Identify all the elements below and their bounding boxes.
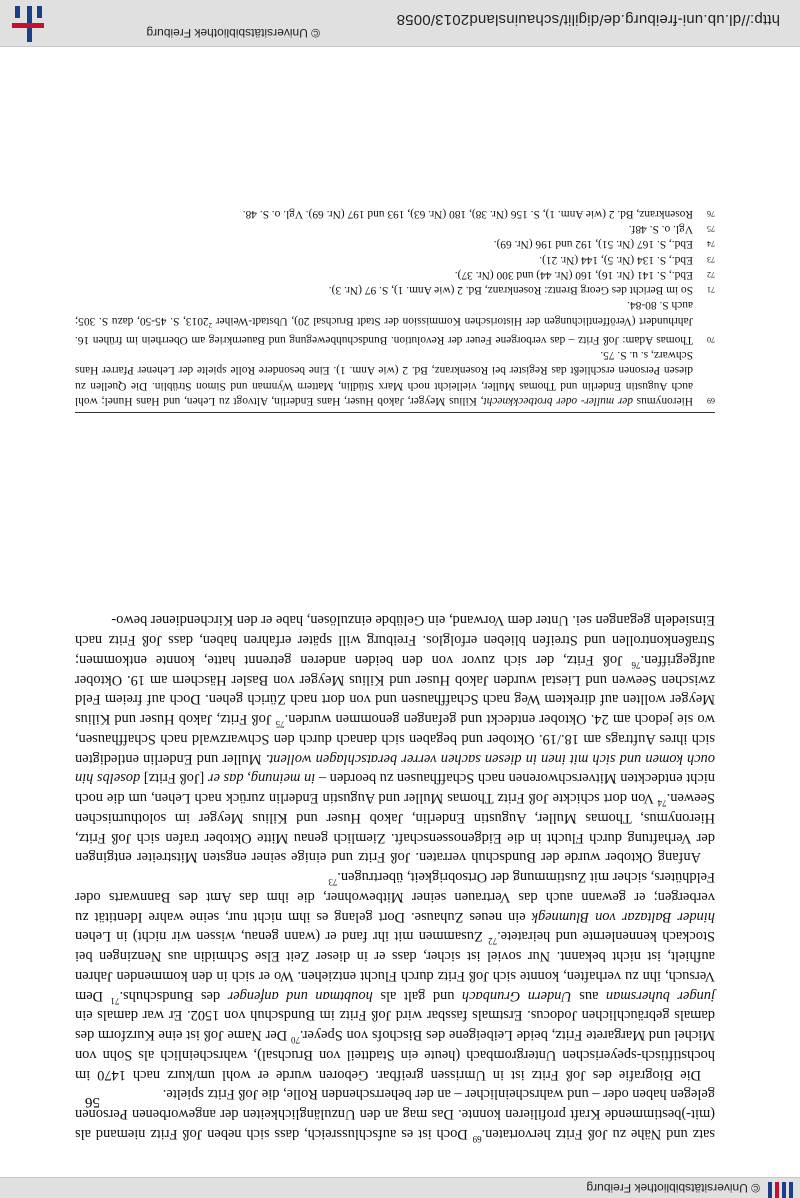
source-url[interactable]: http://dl.ub.uni-freiburg.de/digilit/schauinsland2013/0058 bbox=[396, 11, 780, 28]
footnote-number: 72 bbox=[707, 269, 715, 279]
footnotes bbox=[75, 205, 715, 413]
paragraph: Die Biografie des Joß Fritz ist in Umrissen greifbar. Geboren wurde er wohl um/kurz nach 1470 im hochstiftisch-speyerischen Untergrombach (heute ein Stadtteil von Bruchsal), wahrscheinlich als Sohn von Michel und Margarete Fritz, beide Leibeigene des Bischofs von Speyer.$^{70}$ Der Name Joß ist eine Kurzform des damals gebräuchlichen Jodocus. Erstmals fassbar wird Joß Fritz im Bundschuh von 1502. Er war damals ein junger buhersman aus Undern Grunbach und galt als houbtman und anfenger des Bundschuhs.$^{71}$ Dem Versuch, ihn zu verhaften, konnte sich Joß Fritz durch Flucht entziehen. Wo er sich in den kommenden Jahren aufhielt, ist nicht bekannt. Nur soviel ist sicher, dass er in dieser Zeit Else Schmidin aus Nenzingen bei Stockach kennenlernte und heiratete.$^{72}$ Zusammen mit ihr fand er (wann genau, wissen wir nicht) in Lehen hinder Baltazar von Blumnegk ein neues Zuhause. Dort gelang es ihm nicht nur, seine wahre Identität zu verbergen; er gewann auch das Vertrauen seiner Mitbewohner, die ihm das Amt des Bannwarts oder Feldhüters, sicher mit Zustimmung der Ortsobrigkeit, übertrugen.$^{73}$ bbox=[75, 869, 715, 1083]
top-bar bbox=[0, 1177, 800, 1198]
page-number: 56 bbox=[85, 1094, 100, 1110]
footnote: 71 So im Bericht des Georg Brentz: Rosenkranz, Bd. 2 (wie Anm. 1), S. 97 (Nr. 3). bbox=[75, 282, 715, 297]
footnote: 72 Ebd., S. 141 (Nr. 16), 160 (Nr. 44) und 300 (Nr. 37). bbox=[75, 267, 715, 282]
footnote: 75 Vgl. o. S. 48f. bbox=[75, 221, 715, 236]
bottom-bar bbox=[0, 0, 800, 47]
footnote: 76 Rosenkranz, Bd. 2 (wie Anm. 1), S. 156 (Nr. 38), 180 (Nr. 63), 193 und 197 (Nr. 69). Vgl. o. S. 48. bbox=[75, 205, 715, 220]
ub-logo-icon bbox=[764, 1182, 798, 1198]
footnote-number: 75 bbox=[707, 223, 715, 233]
footnote-number: 70 bbox=[707, 334, 715, 344]
footnote-number: 71 bbox=[707, 285, 715, 295]
footnote: 73 Ebd., S. 134 (Nr. 5), 144 (Nr. 21). bbox=[75, 251, 715, 266]
footnote: 74 Ebd., S. 167 (Nr. 51), 192 und 196 (Nr. 69). bbox=[75, 236, 715, 251]
library-label: © Universitätsbibliothek Freiburg bbox=[586, 1181, 760, 1195]
body-text bbox=[75, 610, 715, 1143]
footnote: 70 Thomas Adam: Joß Fritz – das verborgene Feuer der Revolution. Bundschuhbewegung und Bauernkrieg am Oberrhein im frühen 16. Jahrhundert (Veröffentlichungen der Historischen Kommission der Stadt Bruchsal 20), Ubstadt-Weiher $^2$2013, S. 45-50, dazu S. 305; auch S. 80-84. bbox=[75, 299, 715, 346]
paragraph: satz und Nähe zu Joß Fritz hervortaten.$^{69}$ Doch ist es aufschlussreich, dass sich neben Joß Fritz niemand als (mit-)bestimmende Kraft profilieren konnte. Das mag an den Unzulänglichkeiten der angeworbenen Personen gelegen haben oder – und wahrscheinlicher – an der beherrschenden Rolle, die Joß Fritz spielte. bbox=[74, 1086, 715, 1144]
footnote-number: 74 bbox=[707, 239, 715, 249]
paragraph: Anfang Oktober wurde der Bundschuh verraten. Joß Fritz und einige seiner engsten Mitstreiter entgingen der Verhaftung durch Flucht in die Eidgenossenschaft. Ziemlich genau Mitte Oktober trafen sich Joß Fritz, Hieronymus, Thomas Muller, Augustin Enderlin, Jakob Huser und Kilius Meyger im solothurnischen Seewen.$^{74}$ Von dort schickte Joß Fritz Thomas Muller und Augustin Enderlin zurück nach Lehen, um die noch nicht entdeckten Mitverschworenen nach Schaffhausen zu beorden – in meinung, das er [Joß Fritz] doselbs hin ouch komen und sich mit inen in diesen sachen verrer beratschlagen wollent. Muller und Enderlin entledigten sich ihres Auftrags am 18./19. Oktober und begaben sich danach durch den Schwarzwald nach Schaffhausen, wo sie jedoch am 24. Oktober entdeckt und gefangen genommen wurden.$^{75}$ Joß Fritz, Jakob Huser und Kilius Meyger wollten auf direktem Weg nach Schaffhausen und von dort nach Zürich gehen. Doch auf freiem Feld zwischen Seewen und Liestal wurden Jakob Huser und Kilius Meyger von Basler Häschern am 19. Oktober aufgegriffen.$^{76}$ Joß Fritz, der sich zuvor von den beiden anderen getrennt hatte, konnte entkommen; Straßenkontrollen und Streifen blieben erfolglos. Freiburg will später erfahren haben, dass Joß Fritz nach Einsiedeln gegangen sei. Unter dem Vorwand, ein Gelübde einzulösen, habe er den Kirchendiener bewo- bbox=[75, 612, 715, 866]
footnote-number: 69 bbox=[707, 396, 715, 405]
footnote: 69 Hieronymus der muller- oder brotbeckknecht, Kilius Meyger, Jakob Huser, Hans Enderlin, Altvogt zu Lehen, und Hans Hunel; wohl auch Augustin Enderlin und Thomas Muller, vielleicht noch Marx Stüdlin, Mattern Wynman und Simon Strüblin. Die Quellen zu diesen Personen erschließt das Register bei Rosenkranz, Bd. 2 (wie Anm. 1). Eine besondere Rolle spielte der Lehener Pfarrer Hans Schwarz, s. u. S. 75. bbox=[75, 349, 715, 407]
footnote-number: 73 bbox=[707, 254, 715, 264]
library-label: © Universitätsbibliothek Freiburg bbox=[146, 26, 320, 40]
footnote-number: 76 bbox=[707, 208, 715, 218]
ub-logo-icon bbox=[8, 6, 48, 42]
